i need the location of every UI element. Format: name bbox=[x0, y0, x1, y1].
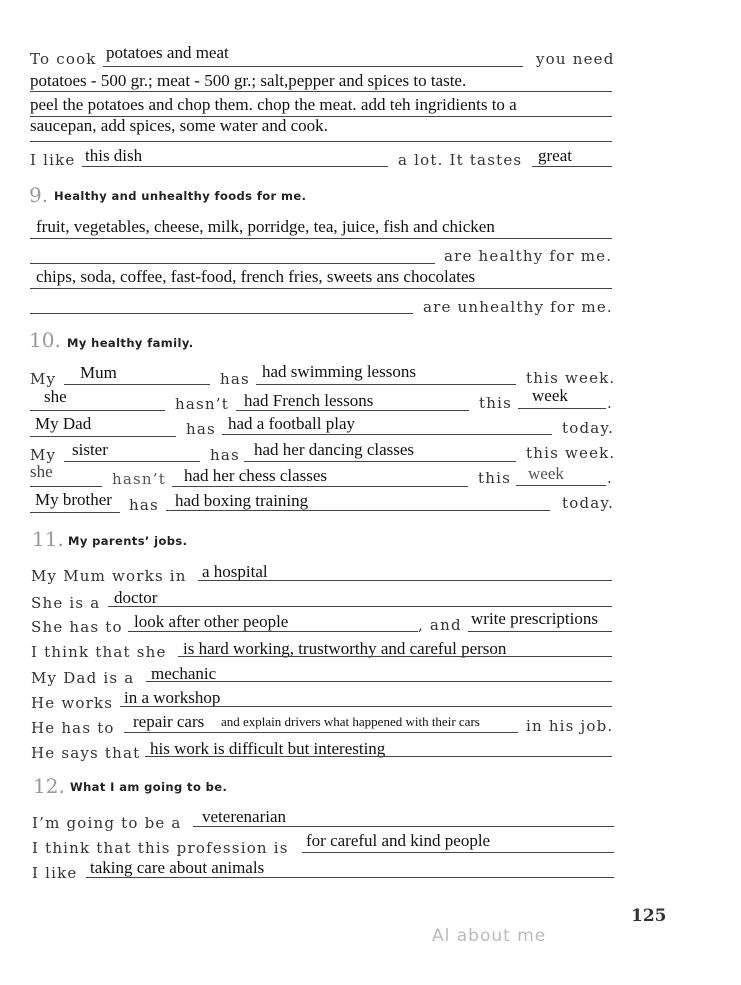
row1-who[interactable]: Mum bbox=[80, 363, 117, 382]
row5-what[interactable]: had her chess classes bbox=[184, 466, 328, 485]
taste-line bbox=[532, 166, 612, 167]
unhealthy-line-2 bbox=[30, 313, 413, 314]
row2-who[interactable]: she bbox=[44, 387, 67, 406]
dad-is-line bbox=[146, 681, 612, 682]
row3-what-line bbox=[222, 434, 552, 435]
row5-who[interactable]: she bbox=[30, 462, 53, 481]
row6-who[interactable]: My brother bbox=[35, 490, 112, 509]
row6-what[interactable]: had boxing training bbox=[175, 491, 309, 510]
row1-verb: has bbox=[220, 370, 250, 388]
she-has-label: She has to bbox=[31, 618, 123, 636]
going-to-be-answer[interactable]: veterenarian bbox=[202, 807, 286, 826]
he-says-line bbox=[145, 756, 612, 757]
unhealthy-foods-answer[interactable]: chips, soda, coffee, fast-food, french fries, sweets ans chocolates bbox=[36, 267, 476, 286]
liked-answer[interactable]: this dish bbox=[85, 146, 143, 165]
like-label: I like bbox=[32, 864, 78, 882]
she-also-answer[interactable]: write prescriptions bbox=[471, 609, 598, 628]
row4-prefix: My bbox=[30, 446, 57, 464]
row1-suffix: this week. bbox=[526, 369, 616, 387]
steps-answer-line2[interactable]: saucepan, add spices, some water and cook. bbox=[30, 116, 328, 135]
she-is-line bbox=[108, 606, 612, 607]
she-has-line bbox=[128, 631, 418, 632]
row3-who[interactable]: My Dad bbox=[35, 414, 92, 433]
he-works-label: He works bbox=[31, 694, 114, 712]
unhealthy-suffix: are unhealthy for me. bbox=[423, 298, 613, 316]
i-like-label: I like bbox=[30, 151, 76, 169]
section-12-title: What I am going to be. bbox=[70, 780, 228, 794]
like-line bbox=[86, 877, 614, 878]
think-line bbox=[178, 656, 612, 657]
mum-works-label: My Mum works in bbox=[31, 567, 187, 585]
profession-answer[interactable]: for careful and kind people bbox=[306, 831, 491, 850]
you-need-label: you need bbox=[536, 50, 615, 68]
row4-suffix: this week. bbox=[526, 444, 616, 462]
row2-what-line bbox=[236, 410, 469, 411]
going-to-be-line bbox=[193, 826, 614, 827]
row6-suffix: today. bbox=[562, 494, 615, 512]
profession-line bbox=[302, 852, 614, 853]
steps-answer-line1[interactable]: peel the potatoes and chop them. chop the meat. add teh ingridients to a bbox=[30, 95, 517, 114]
she-also-line bbox=[468, 631, 612, 632]
row5-when-line bbox=[516, 485, 606, 486]
unhealthy-line-1 bbox=[30, 288, 612, 289]
row2-when[interactable]: week bbox=[532, 386, 568, 405]
section-10-number: 10. bbox=[29, 328, 61, 352]
row6-who-line bbox=[30, 512, 120, 513]
row4-who[interactable]: sister bbox=[72, 440, 108, 459]
liked-line bbox=[82, 166, 388, 167]
healthy-foods-answer[interactable]: fruit, vegetables, cheese, milk, porridge, tea, juice, fish and chicken bbox=[36, 217, 495, 236]
dad-is-label: My Dad is a bbox=[31, 669, 135, 687]
she-is-answer[interactable]: doctor bbox=[114, 588, 158, 607]
he-says-label: He says that bbox=[31, 744, 141, 762]
row1-prefix: My bbox=[30, 370, 57, 388]
profession-label: I think that this profession is bbox=[32, 839, 289, 857]
ingredients-line bbox=[30, 91, 612, 92]
row2-when-line bbox=[518, 408, 606, 409]
running-title: Al about me bbox=[432, 926, 547, 946]
section-9-title: Healthy and unhealthy foods for me. bbox=[54, 189, 307, 203]
row2-who-line bbox=[30, 410, 165, 411]
dad-is-answer[interactable]: mechanic bbox=[151, 664, 217, 683]
row2-end: . bbox=[607, 394, 613, 412]
mum-works-line bbox=[198, 580, 612, 581]
row3-what[interactable]: had a football play bbox=[228, 414, 355, 433]
he-has-line bbox=[124, 732, 518, 733]
row5-who-line bbox=[30, 486, 102, 487]
row1-who-line bbox=[64, 384, 210, 385]
healthy-suffix: are healthy for me. bbox=[444, 247, 613, 265]
row3-who-line bbox=[30, 436, 176, 437]
row5-end: . bbox=[607, 469, 613, 487]
he-works-answer[interactable]: in a workshop bbox=[124, 688, 221, 707]
row2-what[interactable]: had French lessons bbox=[244, 391, 374, 410]
row5-verb: hasn’t bbox=[112, 470, 166, 488]
going-to-be-label: I’m going to be a bbox=[32, 814, 182, 832]
dish-answer-line bbox=[103, 66, 523, 67]
section-12-number: 12. bbox=[33, 774, 65, 798]
she-has-answer[interactable]: look after other people bbox=[134, 612, 289, 631]
healthy-line-2 bbox=[30, 263, 435, 264]
he-works-line bbox=[120, 706, 612, 707]
row6-verb: has bbox=[129, 496, 159, 514]
row4-what-line bbox=[244, 461, 516, 462]
think-answer[interactable]: is hard working, trustworthy and careful person bbox=[183, 639, 507, 658]
row4-verb: has bbox=[210, 446, 240, 464]
row1-what[interactable]: had swimming lessons bbox=[262, 362, 416, 381]
dish-answer[interactable]: potatoes and meat bbox=[106, 43, 229, 62]
row1-what-line bbox=[256, 384, 516, 385]
section-10-title: My healthy family. bbox=[67, 336, 194, 350]
he-says-answer[interactable]: his work is difficult but interesting bbox=[150, 739, 386, 758]
in-his-job-label: in his job. bbox=[526, 717, 614, 735]
page-number: 125 bbox=[631, 906, 667, 926]
section-11-title: My parents’ jobs. bbox=[68, 534, 188, 548]
row3-verb: has bbox=[186, 420, 216, 438]
like-answer[interactable]: taking care about animals bbox=[90, 858, 265, 877]
row2-mid: this bbox=[479, 394, 512, 412]
row6-what-line bbox=[166, 510, 550, 511]
row5-what-line bbox=[172, 486, 468, 487]
row4-what[interactable]: had her dancing classes bbox=[254, 440, 415, 459]
steps-line-2 bbox=[30, 141, 612, 142]
think-label: I think that she bbox=[31, 643, 167, 661]
ingredients-answer[interactable]: potatoes - 500 gr.; meat - 500 gr.; salt,pepper and spices to taste. bbox=[30, 71, 467, 90]
taste-answer[interactable]: great bbox=[538, 146, 572, 165]
section-11-number: 11. bbox=[32, 527, 64, 551]
row5-when[interactable]: week bbox=[528, 464, 564, 483]
he-has-answer[interactable]: repair cars bbox=[133, 712, 205, 731]
row3-suffix: today. bbox=[562, 419, 615, 437]
and-label: , and bbox=[418, 616, 462, 634]
mum-works-answer[interactable]: a hospital bbox=[202, 562, 268, 581]
she-is-label: She is a bbox=[31, 594, 101, 612]
he-has-label: He has to bbox=[31, 719, 115, 737]
a-lot-tastes-label: a lot. It tastes bbox=[398, 151, 523, 169]
row2-verb: hasn’t bbox=[175, 395, 229, 413]
row4-who-line bbox=[64, 461, 200, 462]
he-has-more-answer[interactable]: and explain drivers what happened with their cars bbox=[221, 714, 480, 729]
section-9-number: 9. bbox=[29, 183, 49, 207]
healthy-line-1 bbox=[30, 238, 612, 239]
to-cook-label: To cook bbox=[30, 50, 97, 68]
row5-mid: this bbox=[478, 469, 511, 487]
